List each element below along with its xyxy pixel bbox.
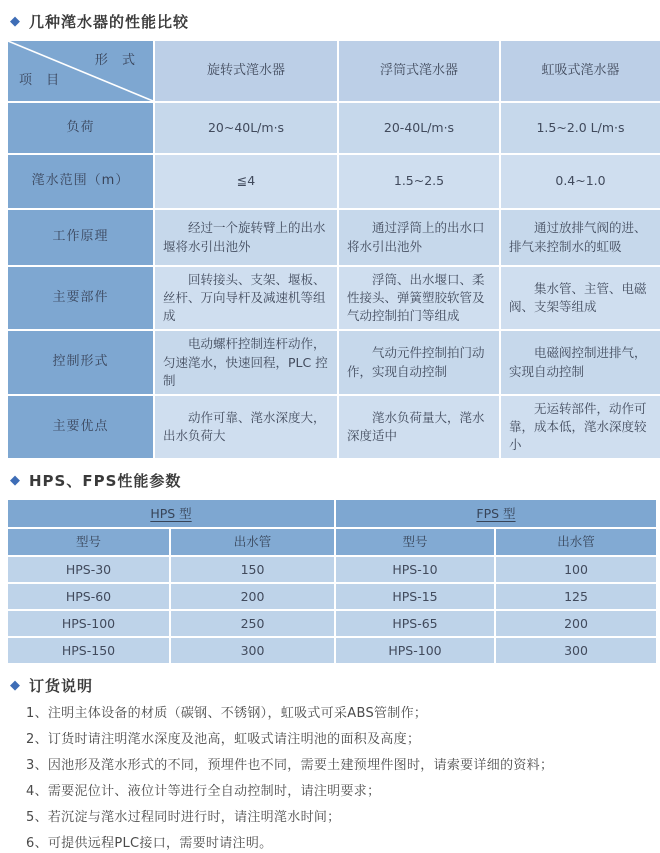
table-cell xyxy=(339,267,499,329)
table-cell xyxy=(155,396,337,458)
cell-text: 通过浮筒上的出水口将水引出池外 xyxy=(347,220,485,254)
table-cell: 0.4~1.0 xyxy=(501,155,660,208)
table-cell: 100 xyxy=(496,557,656,582)
table-cell: HPS-30 xyxy=(8,557,169,582)
table-cell xyxy=(155,331,337,393)
column-header-rotary: 旋转式滗水器 xyxy=(155,41,337,101)
cell-text: 滗水负荷量大，滗水深度适中 xyxy=(347,409,485,443)
table-cell: 20~40L/m·s xyxy=(155,103,337,153)
cell-text: 动作可靠、滗水深度大，出水负荷大 xyxy=(163,409,326,443)
corner-item-label: 项 目 xyxy=(19,73,65,89)
table-cell: 150 xyxy=(171,557,334,582)
table-cell: 300 xyxy=(171,638,334,663)
group-header-text: HPS 型 xyxy=(150,505,192,521)
row-label-control-type: 控制形式 xyxy=(8,331,153,393)
table-cell: 1.5~2.5 xyxy=(339,155,499,208)
cell-text: 通过放排气阀的进、排气来控制水的虹吸 xyxy=(509,220,647,254)
cell-text: 电动螺杆控制连杆动作，匀速滗水，快速回程，PLC 控制 xyxy=(163,336,328,388)
section1-title-text: 几种滗水器的性能比较 xyxy=(29,13,190,31)
section3-title xyxy=(10,675,654,696)
subheader-outlet-pipe: 出水管 xyxy=(496,529,656,555)
column-header-siphon: 虹吸式滗水器 xyxy=(501,41,660,101)
row-label-load: 负荷 xyxy=(8,103,153,153)
corner-type-label: 形 式 xyxy=(94,53,140,68)
section3-title-text: 订货说明 xyxy=(29,677,94,696)
cell-text: 气动元件控制拍门动作，实现自动控制 xyxy=(347,345,485,379)
diagonal-divider xyxy=(8,41,153,101)
table-cell xyxy=(339,331,499,393)
table-cell: HPS-10 xyxy=(336,557,494,582)
table-cell: HPS-60 xyxy=(8,584,169,609)
table-cell: HPS-100 xyxy=(336,638,494,663)
note-item: 5、若沉淀与滗水过程同时进行时，请注明滗水时间； xyxy=(26,810,341,826)
table-cell xyxy=(155,267,337,329)
group-header-fps xyxy=(336,500,656,527)
table-cell xyxy=(339,210,499,265)
section2-title xyxy=(10,470,654,491)
table-cell: HPS-15 xyxy=(336,584,494,609)
cell-text: 集水管、主管、电磁阀、支架等组成 xyxy=(509,281,647,315)
diamond-bullet-icon: ◆ xyxy=(10,14,21,29)
column-header-float: 浮筒式滗水器 xyxy=(339,41,499,101)
table-cell: 200 xyxy=(171,584,334,609)
subheader-model: 型号 xyxy=(8,529,169,555)
table-cell: HPS-65 xyxy=(336,611,494,636)
table-cell xyxy=(501,396,660,458)
table-cell: 125 xyxy=(496,584,656,609)
group-header-text: FPS 型 xyxy=(476,505,516,521)
table-cell: HPS-150 xyxy=(8,638,169,663)
hps-fps-parameters-table xyxy=(8,500,656,663)
table-cell: HPS-100 xyxy=(8,611,169,636)
note-item: 6、可提供远程PLC接口，需要时请注明。 xyxy=(26,836,273,852)
row-label-main-advantages: 主要优点 xyxy=(8,396,153,458)
table-cell xyxy=(501,267,660,329)
subheader-model: 型号 xyxy=(336,529,494,555)
decanter-comparison-table xyxy=(8,41,656,458)
table-cell xyxy=(501,331,660,393)
diamond-bullet-icon: ◆ xyxy=(10,473,21,489)
note-item: 4、需要泥位计、液位计等进行全自动控制时，请注明要求； xyxy=(26,784,381,800)
table-cell xyxy=(339,396,499,458)
table-cell: 200 xyxy=(496,611,656,636)
table-cell xyxy=(501,210,660,265)
table-cell xyxy=(155,210,337,265)
section1-title xyxy=(10,11,654,32)
row-label-working-principle: 工作原理 xyxy=(8,210,153,265)
corner-header-cell xyxy=(8,41,153,101)
cell-text: 回转接头、支架、堰板、丝杆、万向导杆及减速机等组成 xyxy=(163,272,326,324)
table-cell: ≦4 xyxy=(155,155,337,208)
group-header-hps xyxy=(8,500,334,527)
row-label-main-parts: 主要部件 xyxy=(8,267,153,329)
note-item: 3、因池形及滗水形式的不同，预埋件也不同，需要土建预埋件图时，请索要详细的资料； xyxy=(26,758,554,774)
section2-title-text: HPS、FPS性能参数 xyxy=(29,472,182,491)
ordering-notes xyxy=(26,705,654,853)
note-item: 1、注明主体设备的材质（碳钢、不锈钢），虹吸式可采ABS管制作； xyxy=(26,706,428,722)
cell-text: 无运转部件，动作可靠，成本低，滗水深度较小 xyxy=(509,400,647,452)
table-cell: 20-40L/m·s xyxy=(339,103,499,153)
diamond-bullet-icon: ◆ xyxy=(10,678,21,694)
table-cell: 1.5~2.0 L/m·s xyxy=(501,103,660,153)
table-cell: 300 xyxy=(496,638,656,663)
row-label-decant-range: 滗水范围（m） xyxy=(8,155,153,208)
cell-text: 浮筒、出水堰口、柔性接头、弹簧塑胶软管及气动控制拍门等组成 xyxy=(347,272,485,324)
cell-text: 电磁阀控制进排气，实现自动控制 xyxy=(509,345,647,379)
table-cell: 250 xyxy=(171,611,334,636)
note-item: 2、订货时请注明滗水深度及池高，虹吸式请注明池的面积及高度； xyxy=(26,732,421,748)
cell-text: 经过一个旋转臂上的出水堰将水引出池外 xyxy=(163,220,326,254)
subheader-outlet-pipe: 出水管 xyxy=(171,529,334,555)
